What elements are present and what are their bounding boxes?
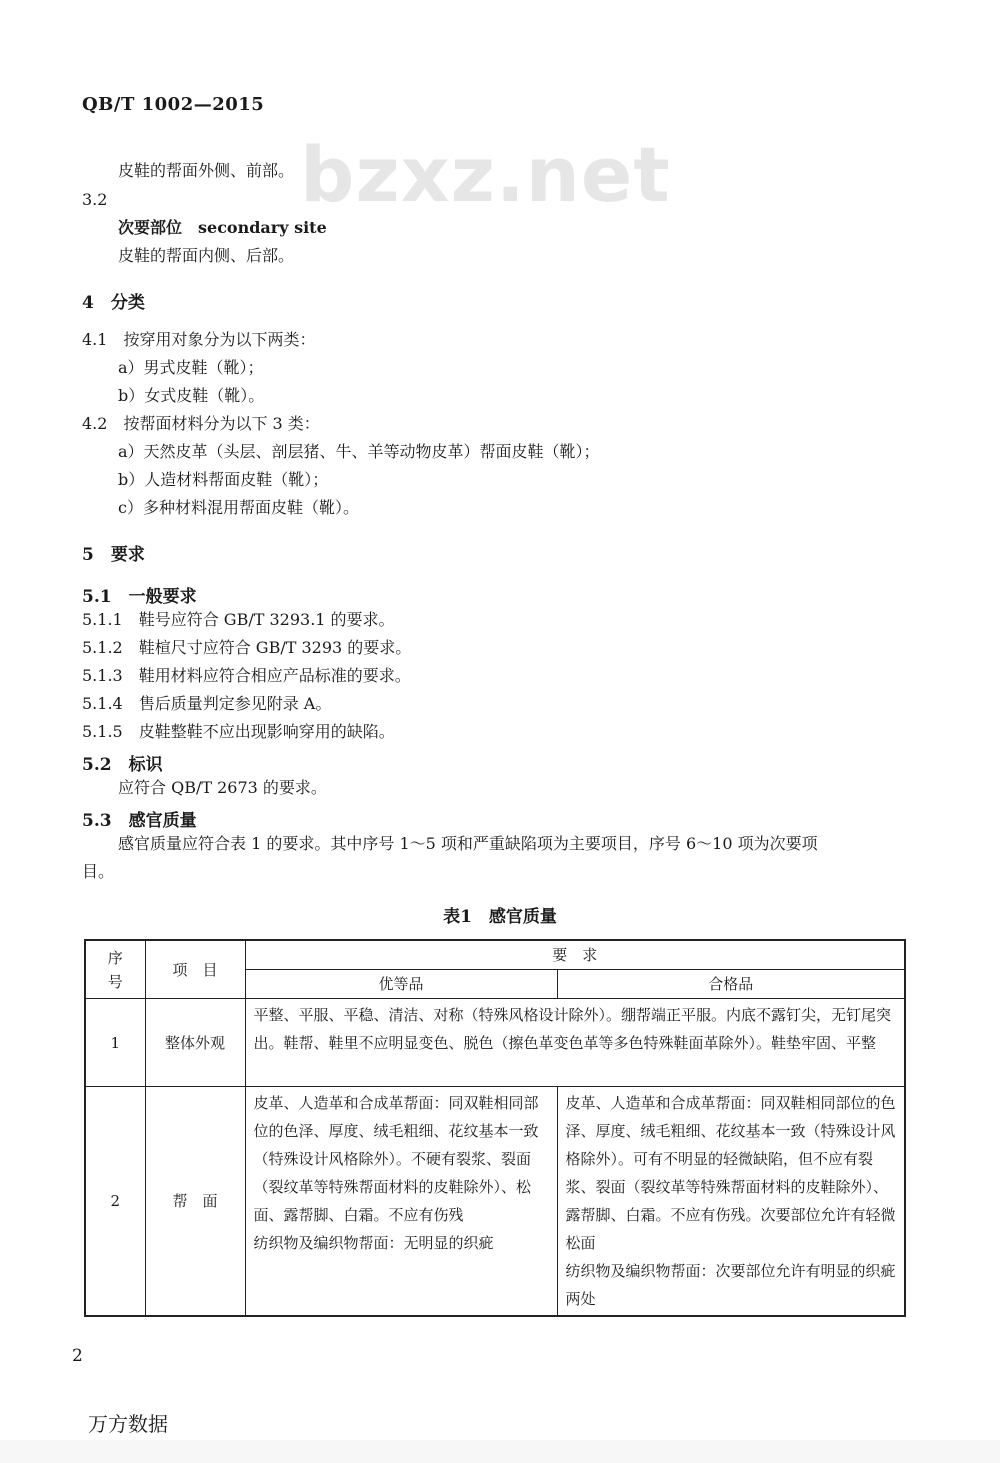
table-row (85, 999, 905, 1087)
table-row (85, 1087, 905, 1317)
watermark-text: bzxz.net (300, 130, 671, 219)
clause-5-3-text-line2: 目。 (82, 862, 115, 881)
clause-5-1-5: 5.1.5 皮鞋整鞋不应出现影响穿用的缺陷。 (82, 722, 395, 741)
clause-4-2-c: c）多种材料混用帮面皮鞋（靴）。 (118, 498, 359, 517)
qualified-textile-requirement: 纺织物及编织物帮面：次要部位允许有明显的织疵两处 (565, 1262, 896, 1308)
clause-5-1-heading: 5.1 一般要求 (82, 587, 197, 607)
qualified-leather-requirement: 皮革、人造革和合成革帮面：同双鞋相同部位的色泽、厚度、绒毛粗细、花纹基本一致（特殊设计风格除外）。可有不明显的轻微缺陷，但不应有裂浆、裂面（裂纹革等特殊帮面材料的皮鞋除外）、露帮脚、白霜。不应有伤残。次要部位允许有轻微松面 (565, 1094, 896, 1252)
row-item: 帮 面 (145, 1087, 245, 1317)
header-requirements: 要 求 (245, 940, 905, 970)
clause-3-2-number: 3.2 (82, 190, 108, 209)
header-qualified-grade: 合格品 (557, 970, 905, 999)
header-item: 项 目 (145, 940, 245, 999)
row-number: 1 (85, 999, 145, 1087)
footer-source: 万方数据 (88, 1412, 168, 1436)
section-4-heading: 4 分类 (82, 293, 145, 313)
clause-4-1: 4.1 按穿用对象分为以下两类： (82, 330, 316, 349)
clause-5-1-3: 5.1.3 鞋用材料应符合相应产品标准的要求。 (82, 666, 411, 685)
clause-5-3-text-line1: 感官质量应符合表 1 的要求。其中序号 1～5 项和严重缺陷项为主要项目，序号 6～10 项为次要项 (118, 834, 818, 853)
clause-5-2-heading: 5.2 标识 (82, 755, 163, 775)
header-serial-char-1: 序 (107, 948, 123, 967)
clause-5-3-heading: 5.3 感官质量 (82, 811, 197, 831)
table-header-row (85, 940, 905, 970)
header-serial-char-2: 号 (107, 972, 123, 991)
superior-textile-requirement: 纺织物及编织物帮面：无明显的织疵 (253, 1234, 494, 1252)
clause-5-1-2: 5.1.2 鞋楦尺寸应符合 GB/T 3293 的要求。 (82, 638, 412, 657)
row-requirement-all-grades: 平整、平服、平稳、清洁、对称（特殊风格设计除外）。绷帮端正平服。内底不露钉尖，无钉尾突出。鞋帮、鞋里不应明显变色、脱色（擦色革变色革等多色特殊鞋面革除外）。鞋垫牢固、平整 (245, 999, 905, 1087)
row-requirement-superior (245, 1087, 557, 1317)
row-number: 2 (85, 1087, 145, 1317)
table-caption: 表1 感官质量 (443, 907, 557, 927)
clause-5-2-text: 应符合 QB/T 2673 的要求。 (118, 778, 327, 797)
superior-leather-requirement: 皮革、人造革和合成革帮面：同双鞋相同部位的色泽、厚度、绒毛粗细、花纹基本一致（特殊设计风格除外）。不硬有裂浆、裂面（裂纹革等特殊帮面材料的皮鞋除外）、松面、露帮脚、白霜。不应有伤残 (253, 1094, 539, 1224)
clause-4-2-b: b）人造材料帮面皮鞋（靴）； (118, 470, 329, 489)
header-serial-number (85, 940, 145, 999)
clause-3-2-term: 次要部位 secondary site (118, 218, 327, 237)
section-5-heading: 5 要求 (82, 545, 145, 565)
definition-3-1: 皮鞋的帮面外侧、前部。 (118, 161, 295, 180)
row-requirement-qualified (557, 1087, 905, 1317)
clause-4-2: 4.2 按帮面材料分为以下 3 类： (82, 414, 320, 433)
page-number: 2 (72, 1346, 83, 1366)
sensory-quality-table (84, 939, 906, 1317)
standard-code: QB/T 1002—2015 (82, 94, 265, 115)
header-superior-grade: 优等品 (245, 970, 557, 999)
clause-3-2-definition: 皮鞋的帮面内侧、后部。 (118, 246, 295, 265)
clause-4-1-a: a）男式皮鞋（靴）； (118, 358, 264, 377)
clause-5-1-4: 5.1.4 售后质量判定参见附录 A。 (82, 694, 332, 713)
clause-4-2-a: a）天然皮革（头层、剖层猪、牛、羊等动物皮革）帮面皮鞋（靴）； (118, 442, 600, 461)
bottom-edge (0, 1440, 1000, 1463)
clause-4-1-b: b）女式皮鞋（靴）。 (118, 386, 265, 405)
clause-5-1-1: 5.1.1 鞋号应符合 GB/T 3293.1 的要求。 (82, 610, 395, 629)
row-item: 整体外观 (145, 999, 245, 1087)
